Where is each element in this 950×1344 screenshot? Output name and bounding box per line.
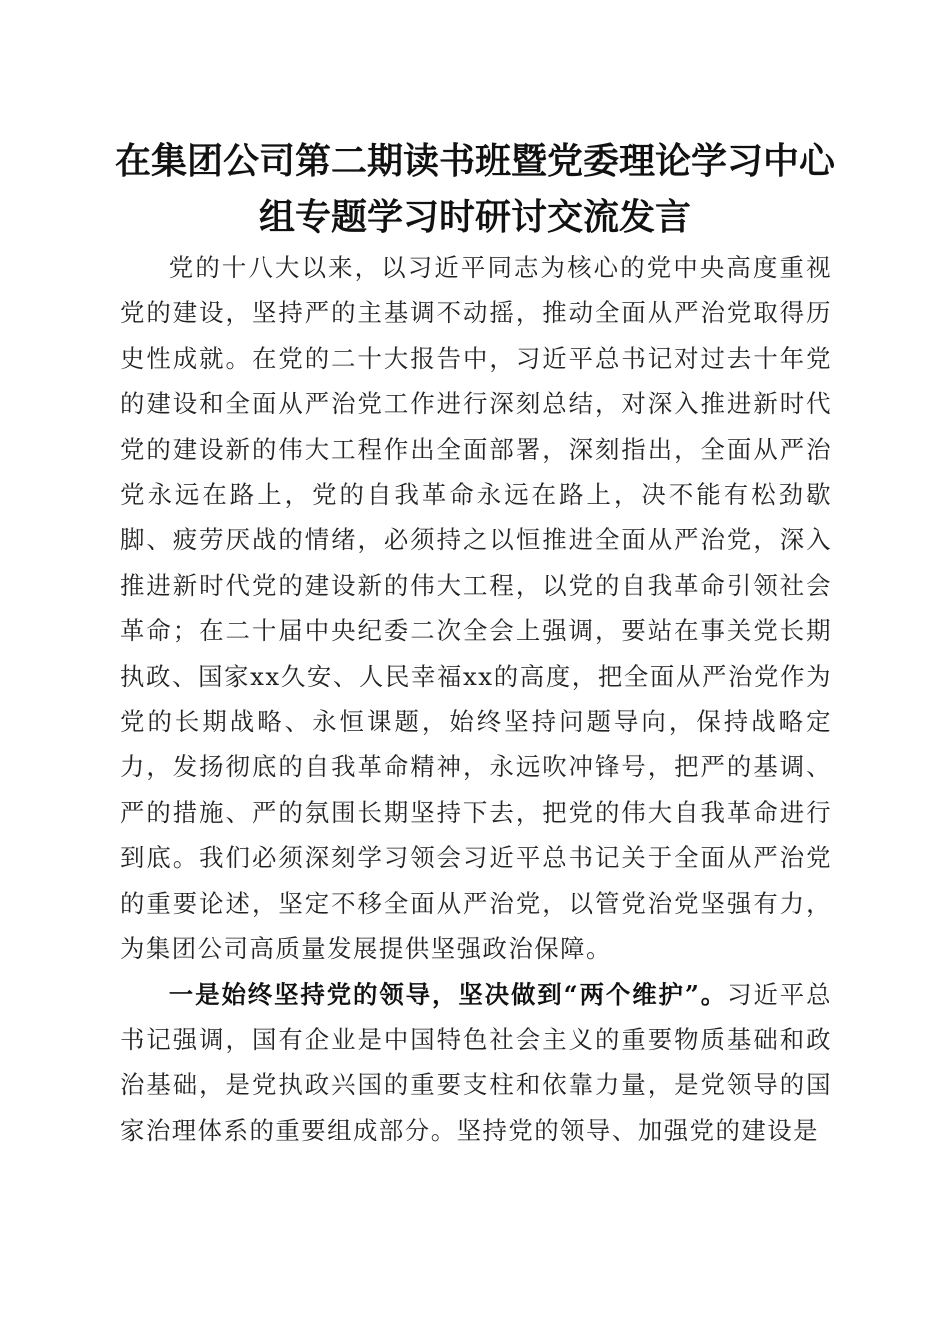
paragraph-2-heading: 一是始终坚持党的领导，坚决做到“两个维护”。 — [168, 979, 728, 1009]
title-line-2: 组专题学习时研讨交流发言 — [258, 196, 691, 238]
paragraph-1: 党的十八大以来，以习近平同志为核心的党中央高度重视党的建设，坚持严的主基调不动摇，推动全面从严治党取得历史性成就。在党的二十大报告中，习近平总书记对过去十年党的建设和全面从严治党工作进行深刻总结，对深入推进新时代党的建设新的伟大工程作出全面部署，深刻指出，全面从严治党永远在路上，党的自我革命永远在路上，决不能有松劲歇脚、疲劳厌战的情绪，必须持之以恒推进全面从严治党，深入推进新时代党的建设新的伟大工程，以党的自我革命引领社会革命；在二十届中央纪委二次全会上强调，要站在事关党长期执政、国家xx久安、人民幸福xx的高度，把全面从严治党作为党的长期战略、永恒课题，始终坚持问题导向，保持战略定力，发扬彻底的自我革命精神，永远吹冲锋号，把严的基调、严的措施、严的氛围长期坚持下去，把党的伟大自我革命进行到底。我们必须深刻学习领会习近平总书记关于全面从严治党的重要论述，坚定不移全面从严治党，以管党治党坚强有力，为集团公司高质量发展提供坚强政治保障。 — [120, 253, 832, 964]
title-line-1: 在集团公司第二期读书班暨党委理论学习中心 — [114, 140, 835, 182]
document-body — [120, 245, 832, 1153]
document-title — [100, 133, 850, 245]
paragraph-2 — [120, 972, 832, 1154]
paragraph-2-text: 习近平总书记强调，国有企业是中国特色社会主义的重要物质基础和政治基础，是党执政兴国的重要支柱和依靠力量，是党领导的国家治理体系的重要组成部分。坚持党的领导、加强党的建设是 — [120, 979, 832, 1145]
